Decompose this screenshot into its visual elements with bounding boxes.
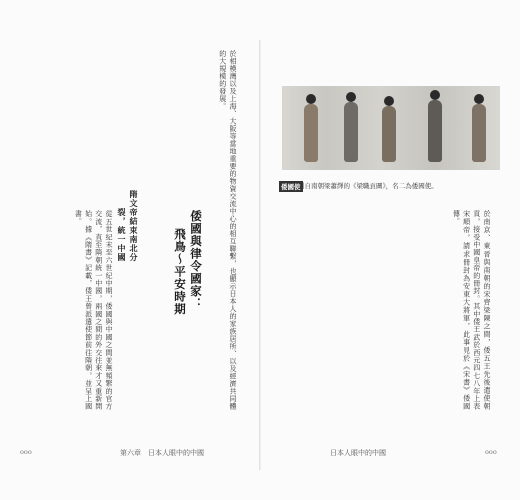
section-heading-line-1: 隋文帝結束南北分 — [129, 190, 138, 262]
left-body-bottom: 從五世紀末至六世紀中期，倭國與中國之間並無頻繁的官方交流，直至隋朝統一中國，兩國之間的外交往來才又重新開始。據《隋書》記載，倭王曾派遣使節前往隋朝，並呈上國書。 — [74, 210, 113, 410]
figure-4 — [428, 100, 442, 162]
caption-text: 引自南朝梁蕭繹的《梁職貢圖》，名二為倭國使。 — [298, 182, 438, 190]
right-page-number: ooo — [485, 448, 497, 456]
caption-tag: 倭國使 — [281, 183, 301, 191]
left-footer: 第六章 日本人眼中的中國 — [120, 449, 204, 457]
left-page-number: ooo — [20, 448, 32, 456]
section-heading-line-2: 裂，統一中國 — [117, 208, 126, 262]
chapter-title-line-2: 飛鳥～平安時期 — [173, 228, 187, 316]
figure-3 — [382, 106, 396, 162]
right-footer: 日本人眼中的中國 — [330, 449, 386, 457]
illustration-scroll-painting — [282, 86, 500, 170]
right-body: 於南京、東晉與南朝的宋齊梁陳之間，倭五王先後遣使朝貢，接受中國皇帝的冊封。其中倭王武於西元四七八年上表宋順帝，請求冊封為安東大將軍，此事見於《宋書》倭國傳。 — [452, 210, 491, 410]
book-gutter — [259, 40, 261, 470]
left-body-top: 於相模灣以及上海、大阪等當地重要的物資交流中心的相互聯繫，也顯示日本人的家族居所、以及經濟共同體的大規模的發展。 — [218, 50, 237, 410]
chapter-title-line-1: 倭國與律令國家： — [189, 210, 203, 310]
figure-1 — [304, 104, 318, 162]
figure-2 — [344, 102, 358, 162]
figure-5 — [472, 104, 486, 162]
